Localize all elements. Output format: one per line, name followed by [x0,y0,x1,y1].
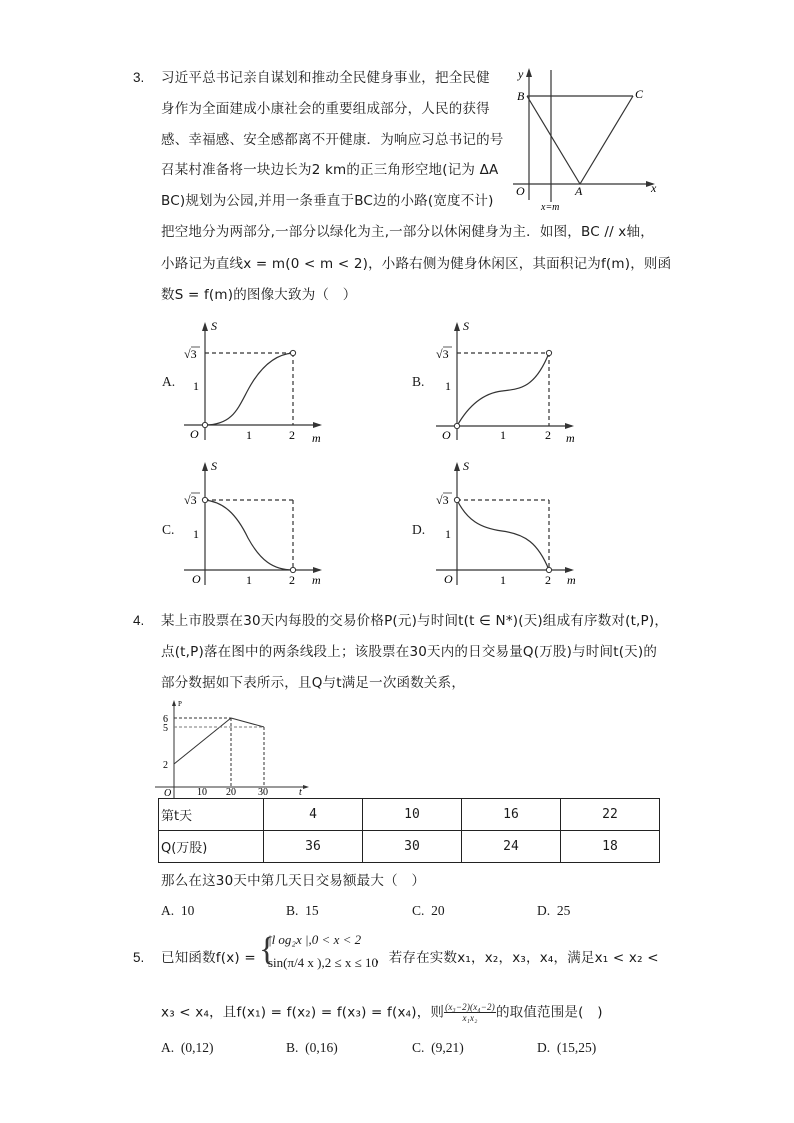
svg-text:1: 1 [500,428,506,442]
svg-text:2: 2 [545,428,551,442]
option-a-graph [178,318,328,443]
fraction: $\frac{\text{(x₃−2)(x₄−2)}}{\text{x₁x₂}}$ [445,1002,495,1023]
table-row [159,799,660,831]
svg-text:10: 10 [197,787,207,798]
table-header-cell: Q(万股) [159,831,264,863]
question-text-line: BC)规划为公园,并用一条垂直于BC边的小路(宽度不计) [161,193,494,209]
svg-text:P: P [178,700,182,708]
svg-text:m: m [312,573,321,587]
table-cell: 16 [462,799,561,831]
svg-text:1: 1 [193,527,199,541]
svg-text:S: S [211,319,217,333]
svg-text:x: x [651,181,657,195]
table-cell: 24 [462,831,561,863]
svg-text:√3: √3 [184,347,197,361]
question-number: 4. [133,613,145,628]
question-text-prefix: 已知函数f(x) = [161,950,256,966]
svg-text:O: O [192,572,201,586]
svg-text:x=m: x=m [541,202,560,212]
svg-text:m: m [566,431,575,443]
svg-text:t: t [299,787,302,798]
svg-text:6: 6 [163,714,168,725]
option-b-label[interactable]: B. [412,374,425,389]
svg-text:1: 1 [246,428,252,442]
svg-text:O: O [164,788,172,798]
option-c[interactable]: C. 20 [412,903,445,918]
svg-text:S: S [211,459,217,473]
question-text-line: 那么在这30天中第几天日交易额最大（ ） [161,873,426,889]
question-text-line: 身作为全面建成小康社会的重要组成部分，人民的获得 [161,101,490,117]
option-d-label[interactable]: D. [412,522,426,537]
svg-text:5: 5 [163,723,168,734]
svg-text:1: 1 [500,573,506,587]
table-cell: 36 [264,831,363,863]
question-text-line: 小路记为直线x = m(0 < m < 2)，小路右侧为健身休闲区，其面积记为f(m)，则函 [161,256,672,272]
question-text-line: 把空地分为两部分,一部分以绿化为主,一部分以休闲健身为主．如图，BC // x轴， [161,224,654,240]
question-text-line: 点(t,P)落在图中的两条线段上；该股票在30天内的日交易量Q(万股)与时间t(天)的 [161,644,658,660]
svg-text:2: 2 [289,428,295,442]
svg-text:√3: √3 [184,493,197,507]
svg-text:O: O [190,427,199,441]
piece-2: sin(π/4 x ),2 ≤ x ≤ 10 [268,955,379,970]
option-c-graph [178,458,328,588]
price-graph [155,698,320,798]
svg-text:2: 2 [289,573,295,587]
svg-text:O: O [516,184,525,198]
table-cell: 22 [561,799,660,831]
question-text-line: 部分数据如下表所示，且Q与t满足一次函数关系， [161,675,466,691]
question-text-line: 习近平总书记亲自谋划和推动全民健身事业，把全民健 [161,70,490,86]
svg-text:30: 30 [258,787,268,798]
option-b-graph [430,318,580,443]
svg-text:m: m [312,431,321,443]
question-text-line: 数S = f(m)的图像大致为（ ） [161,287,357,303]
svg-text:B: B [517,89,525,103]
svg-text:√3: √3 [436,347,449,361]
option-a-label[interactable]: A. [162,374,176,389]
option-b[interactable]: B. 15 [286,903,319,918]
question-text-suffix: ，若存在实数x₁，x₂，x₃，x₄，满足x₁ < x₂ < [375,950,659,966]
table-cell: 30 [363,831,462,863]
y-axis-label: y [518,67,524,81]
svg-text:1: 1 [246,573,252,587]
option-c[interactable]: C. (9,21) [412,1040,464,1055]
svg-text:1: 1 [193,379,199,393]
svg-text:m: m [567,573,576,587]
svg-text:1: 1 [445,379,451,393]
question-number: 3. [133,70,145,85]
option-d-graph [430,458,580,588]
svg-text:1: 1 [445,527,451,541]
question-text-line: x₃ < x₄，且f(x₁) = f(x₂) = f(x₃) = f(x₄)，则 $\frac{\text{(x₃−2)(x₄−2)}}{\text{x₁x₂}}$ 的取值范围是( ) [161,1002,603,1023]
svg-text:2: 2 [545,573,551,587]
svg-text:S: S [463,459,469,473]
table-cell: 18 [561,831,660,863]
option-a[interactable]: A. (0,12) [161,1040,214,1055]
svg-text:C: C [635,87,644,101]
svg-text:S: S [463,319,469,333]
question-text-line: 感、幸福感、安全感都离不开健康．为响应习总书记的号 [161,132,504,148]
piece-1: |l og₂x |,0 < x < 2 [268,932,362,947]
option-a[interactable]: A. 10 [161,903,195,918]
svg-text:2: 2 [163,760,168,771]
option-d[interactable]: D. (15,25) [537,1040,597,1055]
svg-text:O: O [444,572,453,586]
option-b[interactable]: B. (0,16) [286,1040,338,1055]
svg-text:A: A [575,184,583,198]
table-row [159,831,660,863]
question-text-line: 某上市股票在30天内每股的交易价格P(元)与时间t(t ∈ N*)(天)组成有序数对(t,P)， [161,613,669,629]
svg-text:O: O [442,428,451,442]
question-number: 5. [133,950,145,965]
volume-table [158,798,660,863]
table-header-cell: 第t天 [159,799,264,831]
table-cell: 10 [363,799,462,831]
triangle-figure [505,62,665,212]
question-text-line: 召某村准备将一块边长为2 km的正三角形空地(记为 ΔA [161,162,499,178]
option-d[interactable]: D. 25 [537,903,571,918]
svg-text:20: 20 [226,787,236,798]
svg-text:√3: √3 [436,493,449,507]
piecewise-brace: { [259,931,276,968]
table-cell: 4 [264,799,363,831]
option-c-label[interactable]: C. [162,522,175,537]
